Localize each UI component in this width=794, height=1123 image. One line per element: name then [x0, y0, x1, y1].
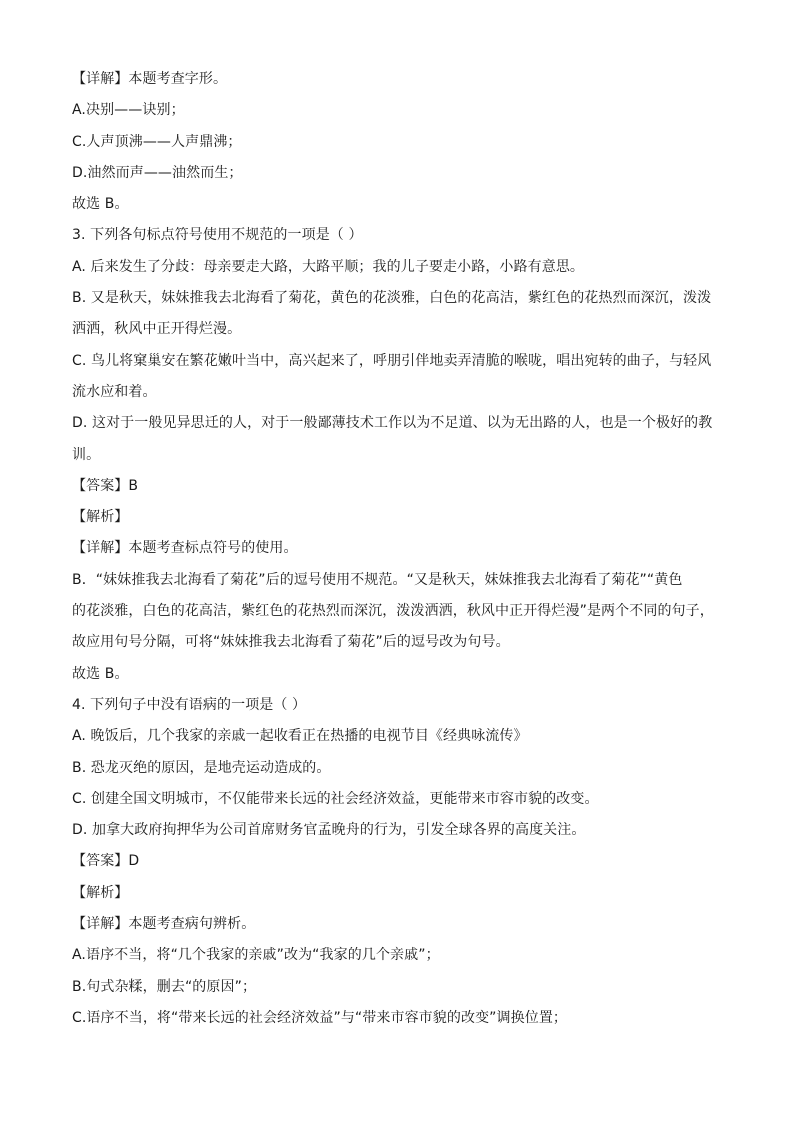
question-4-detail: 【详解】本题考查病句辨析。 [72, 916, 256, 933]
question-3-choice: 故选 B。 [72, 665, 129, 682]
question-3-title: 3. 下列各句标点符号使用不规范的一项是（ ） [72, 227, 363, 244]
question-3-option-a: A. 后来发生了分歧：母亲要走大路，大路平顺；我的儿子要走小路，小路有意思。 [72, 258, 585, 275]
question-3-explanation-line-3: 故应用句号分隔，可将“妹妹推我去北海看了菊花”后的逗号改为句号。 [72, 634, 510, 651]
document-page [72, 64, 722, 1034]
question-4-analysis-heading: 【解析】 [72, 884, 129, 901]
text-line-detail-1: 【详解】本题考查字形。 [72, 71, 228, 87]
question-4-title: 4. 下列句子中没有语病的一项是（ ） [72, 696, 307, 713]
question-4-option-b: B. 恐龙灭绝的原因，是地壳运动造成的。 [72, 759, 331, 776]
question-3-option-d-line-1: D. 这对于一般见异思迁的人，对于一般鄙薄技术工作以为不足道、以为无出路的人，也是一个极好的教 [72, 415, 713, 432]
question-3-explanation-line-2: 的花淡雅，白色的花高洁，紫红色的花热烈而深沉，泼泼洒洒，秋风中正开得烂漫”是两个不同的句子， [72, 603, 714, 620]
question-3-option-c-line-1: C. 鸟儿将窠巢安在繁花嫩叶当中，高兴起来了，呼朋引伴地卖弄清脆的喉咙，唱出宛转的曲子，与轻风 [72, 352, 712, 369]
question-4-explanation-b: B.句式杂糅，删去“的原因”； [72, 978, 257, 995]
question-3-analysis-heading: 【解析】 [72, 509, 129, 526]
question-3-option-b-line-1: B. 又是秋天，妹妹推我去北海看了菊花，黄色的花淡雅，白色的花高洁，紫红色的花热烈而深沉，泼泼 [72, 290, 712, 307]
text-line-option-a: A.决别——诀别； [72, 102, 185, 119]
question-4-explanation-a: A.语序不当，将“几个我家的亲戚”改为“我家的几个亲戚”； [72, 947, 440, 964]
question-3-detail: 【详解】本题考查标点符号的使用。 [72, 540, 298, 557]
text-line-option-d: D.油然而声——油然而生； [72, 164, 243, 181]
question-4-option-d: D. 加拿大政府拘押华为公司首席财务官孟晚舟的行为，引发全球各界的高度关注。 [72, 822, 586, 839]
question-4-answer: 【答案】D [72, 853, 140, 870]
question-3-explanation-line-1: B．“妹妹推我去北海看了菊花”后的逗号使用不规范。“又是秋天，妹妹推我去北海看了菊花”“黄色 [72, 571, 683, 588]
question-4-option-a: A. 晚饭后，几个我家的亲戚一起收看正在热播的电视节目《经典咏流传》 [72, 728, 528, 745]
text-line-choice-1: 故选 B。 [72, 196, 129, 213]
question-3-option-d-line-2: 训。 [72, 446, 101, 463]
question-4-option-c: C. 创建全国文明城市，不仅能带来长远的社会经济效益，更能带来市容市貌的改变。 [72, 790, 599, 807]
question-3-option-b-line-2: 洒洒，秋风中正开得烂漫。 [72, 321, 242, 338]
question-3-option-c-line-2: 流水应和着。 [72, 383, 157, 400]
question-3-answer: 【答案】B [72, 477, 139, 494]
question-4-explanation-c: C.语序不当，将“带来长远的社会经济效益”与“带来市容市貌的改变”调换位置； [72, 1009, 568, 1026]
text-line-option-c: C.人声顶沸——人声鼎沸； [72, 133, 242, 150]
